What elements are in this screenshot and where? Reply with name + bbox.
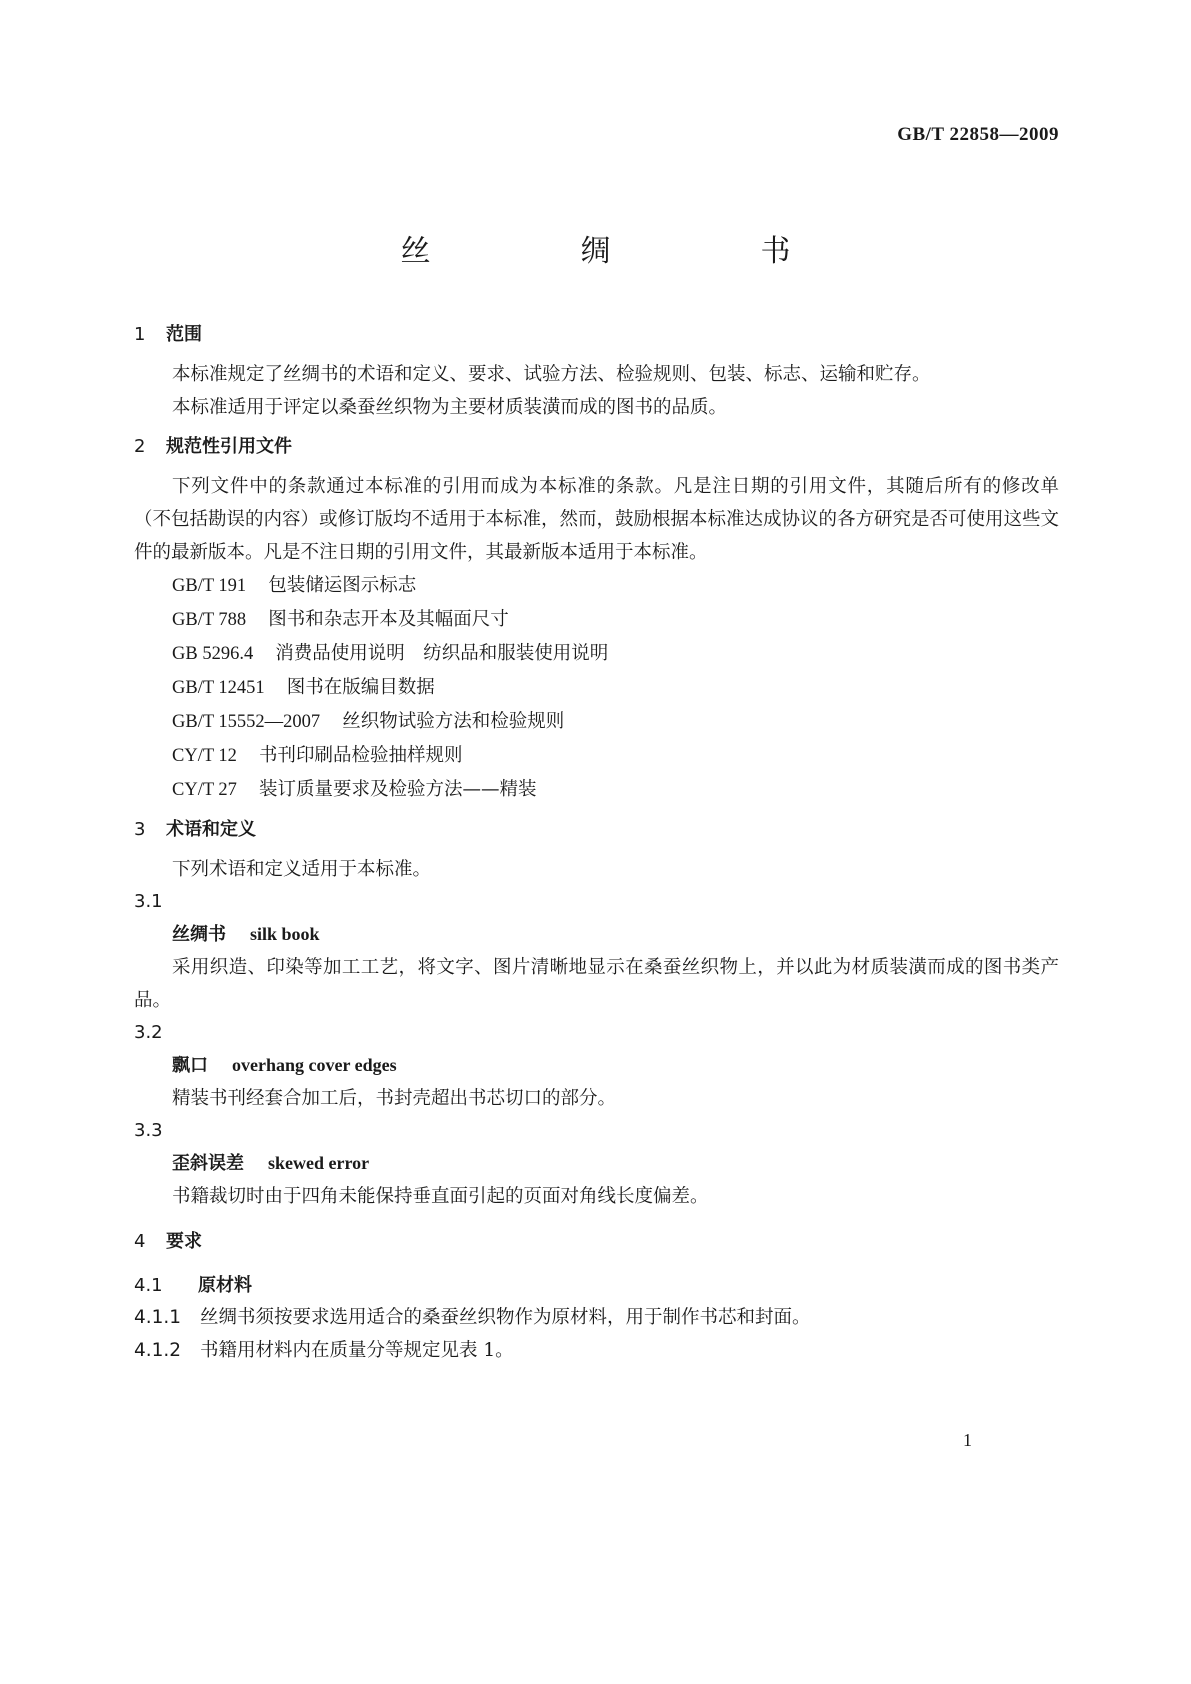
section-heading-1: [134, 320, 1059, 350]
clause-text: 书籍用材料内在质量分等规定见表 1。: [200, 1340, 514, 1361]
term-heading: [134, 918, 1059, 951]
reference-code: CY/T 12: [172, 746, 237, 766]
reference-title: 包装储运图示标志: [268, 575, 417, 596]
reference-code: GB/T 788: [172, 610, 247, 630]
reference-item: [134, 705, 1059, 739]
paragraph: 本标准适用于评定以桑蚕丝织物为主要材质装潢而成的图书的品质。: [172, 397, 728, 418]
clause-number: 4.1.2: [134, 1340, 182, 1361]
standard-code: GB/T 22858—2009: [897, 124, 1059, 145]
reference-code: GB 5296.4: [172, 644, 254, 664]
term-heading: [134, 1049, 1059, 1082]
section-number: 4: [134, 1231, 146, 1252]
document-body: [134, 320, 1059, 1367]
paragraph: 本标准规定了丝绸书的术语和定义、要求、试验方法、检验规则、包装、标志、运输和贮存。: [172, 364, 931, 385]
reference-item: [134, 671, 1059, 705]
subsection-heading: [134, 1271, 1059, 1301]
section-title: 范围: [166, 324, 202, 345]
subsection-number: 4.1: [134, 1275, 163, 1296]
reference-code: GB/T 191: [172, 576, 247, 596]
term-definition: 精装书刊经套合加工后，书封壳超出书芯切口的部分。: [172, 1088, 617, 1109]
reference-title: 图书和杂志开本及其幅面尺寸: [268, 609, 509, 630]
term-english: overhang cover edges: [232, 1055, 397, 1075]
clause-text: 丝绸书须按要求选用适合的桑蚕丝织物作为原材料，用于制作书芯和封面。: [200, 1307, 811, 1328]
section-number: 3: [134, 819, 146, 840]
paragraph: 下列文件中的条款通过本标准的引用而成为本标准的条款。凡是注日期的引用文件，其随后所有的修改单（不包括勘误的内容）或修订版均不适用于本标准，然而，鼓励根据本标准达成协议的各方研究是否可使用这些文件的最新版本。凡是不注日期的引用文件，其最新版本适用于本标准。: [134, 476, 1060, 563]
reference-item: [134, 569, 1059, 603]
reference-item: [134, 739, 1059, 773]
reference-title: 图书在版编目数据: [286, 677, 435, 698]
reference-code: CY/T 27: [172, 780, 237, 800]
page-number: 1: [963, 1430, 972, 1450]
section-heading-3: [134, 815, 1059, 845]
term-chinese: 飘口: [172, 1055, 208, 1076]
term-number: 3.3: [134, 1120, 163, 1141]
section-heading-4: [134, 1227, 1059, 1257]
reference-code: GB/T 12451: [172, 678, 265, 698]
document-title: 丝 绸 书: [400, 234, 851, 269]
term-number: 3.1: [134, 891, 163, 912]
term-heading: [134, 1147, 1059, 1180]
term-chinese: 歪斜误差: [172, 1153, 244, 1174]
reference-title: 消费品使用说明 纺织品和服装使用说明: [275, 643, 609, 664]
reference-item: [134, 773, 1059, 807]
reference-title: 书刊印刷品检验抽样规则: [258, 745, 463, 766]
section-title: 要求: [166, 1231, 202, 1252]
reference-item: [134, 637, 1059, 671]
term-chinese: 丝绸书: [172, 924, 226, 945]
term-number: 3.2: [134, 1022, 163, 1043]
section-number: 1: [134, 324, 146, 345]
reference-title: 丝织物试验方法和检验规则: [342, 711, 565, 732]
term-definition: 采用织造、印染等加工工艺，将文字、图片清晰地显示在桑蚕丝织物上，并以此为材质装潢而成的图书类产品。: [134, 957, 1059, 1011]
term-definition: 书籍裁切时由于四角未能保持垂直面引起的页面对角线长度偏差。: [172, 1186, 709, 1207]
clause-item: [134, 1301, 1059, 1334]
reference-code: GB/T 15552—2007: [172, 712, 321, 732]
clause-number: 4.1.1: [134, 1307, 182, 1328]
section-title: 术语和定义: [166, 819, 256, 840]
clause-item: [134, 1334, 1059, 1367]
section-number: 2: [134, 436, 146, 457]
reference-item: [134, 603, 1059, 637]
term-english: silk book: [250, 924, 320, 944]
term-english: skewed error: [268, 1153, 370, 1173]
reference-title: 装订质量要求及检验方法——精装: [258, 779, 537, 800]
paragraph: 下列术语和定义适用于本标准。: [172, 859, 432, 880]
section-heading-2: [134, 432, 1059, 462]
subsection-title: 原材料: [198, 1275, 252, 1296]
section-title: 规范性引用文件: [166, 436, 292, 457]
